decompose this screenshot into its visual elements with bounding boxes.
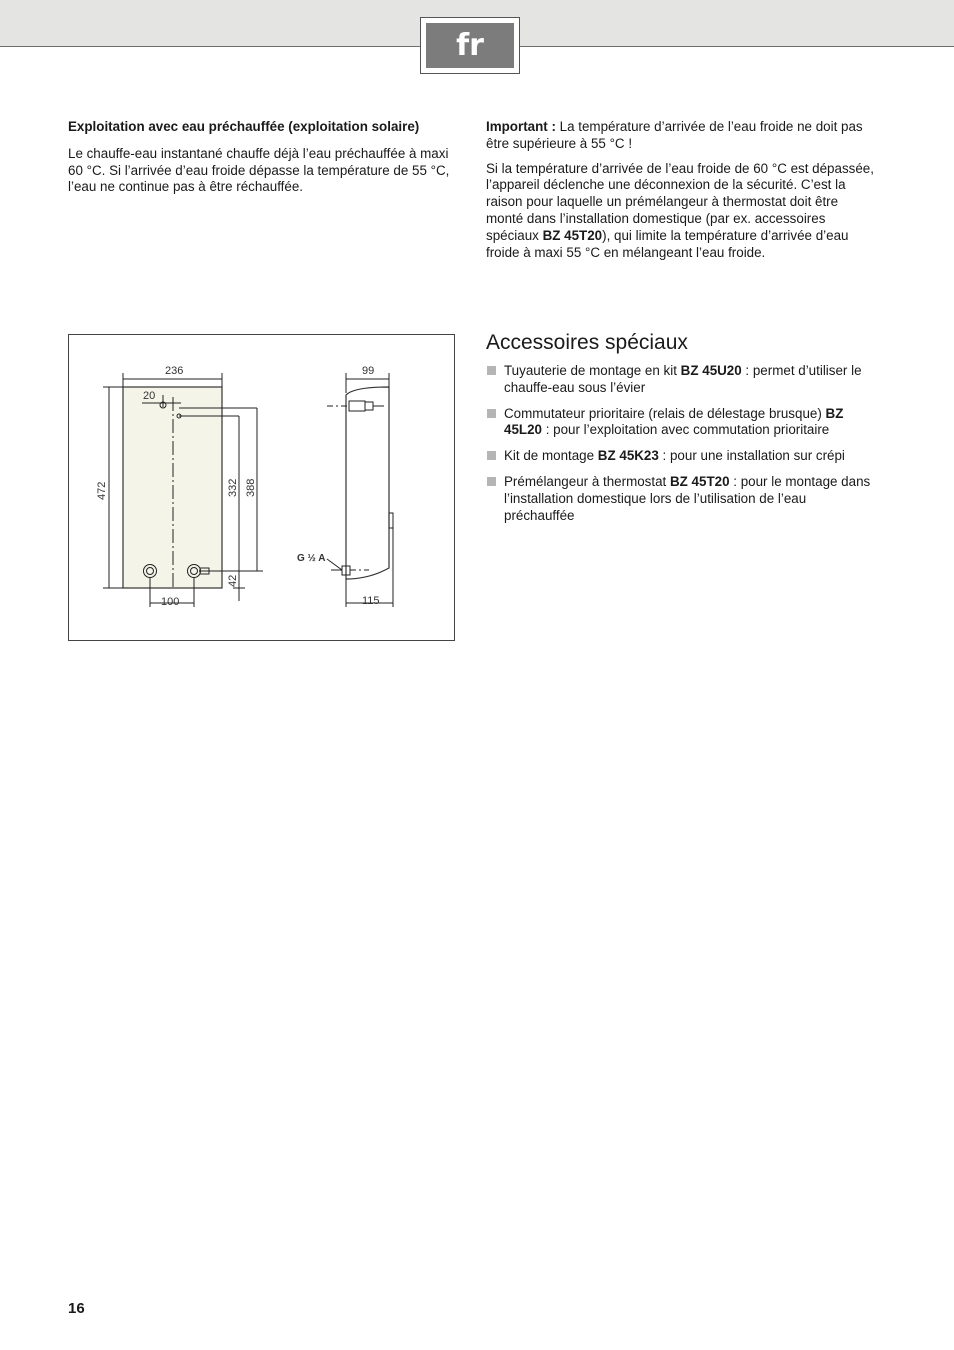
- dim-label-height: 472: [96, 481, 108, 500]
- square-bullet-icon: [487, 477, 496, 486]
- list-item: Tuyauterie de montage en kit BZ 45U20 : permet d’utiliser le chauffe-eau sous l’évier: [486, 363, 878, 397]
- dim-label-42: 42: [227, 574, 239, 587]
- side-view-outline: [346, 387, 389, 579]
- dimension-drawing-svg: [69, 335, 454, 640]
- section-heading-solar: Exploitation avec eau préchauffée (exploitation solaire): [68, 119, 420, 134]
- important-label: Important :: [486, 119, 556, 134]
- list-item: Prémélangeur à thermostat BZ 45T20 : pour le montage dans l’installation domestique lors de l’utilisation de l’eau préchauffée: [486, 474, 878, 524]
- important-note: [486, 119, 878, 153]
- accessory-code: BZ 45K23: [597, 448, 659, 464]
- dim-label-offset: 20: [143, 390, 156, 402]
- accessories-list: [486, 363, 878, 533]
- accessory-code: BZ 45L20: [504, 405, 844, 438]
- dim-label-width: 236: [165, 365, 184, 377]
- safety-text-start: Si la température d’arrivée de l’eau froide de 60 °C est dépassée, l’appareil déclenche une déconnexion de la sécurité. C’est la raison pour laquelle un prémélangeur à thermostat doit être monté dans l’installation domestique (par ex. accessoires spéciaux: [486, 160, 874, 243]
- accessory-code: BZ 45T20: [669, 473, 730, 489]
- left-column: [68, 119, 454, 204]
- dimension-drawing: [68, 334, 455, 641]
- language-code: fr: [426, 23, 514, 68]
- safety-accessory-code: BZ 45T20: [542, 227, 603, 243]
- accessories-title: Accessoires spéciaux: [486, 331, 688, 354]
- list-item: Kit de montage BZ 45K23 : pour une installation sur crépi: [486, 448, 878, 465]
- dim-label-388: 388: [245, 478, 257, 497]
- accessory-code: BZ 45U20: [680, 363, 742, 378]
- solar-paragraph: Le chauffe-eau instantané chauffe déjà l’eau préchauffée à maxi 60 °C. Si l’arrivée d’eau froide dépasse la température de 55 °C, l’eau ne continue pas à être réchauffée.: [68, 145, 450, 195]
- square-bullet-icon: [487, 409, 496, 418]
- square-bullet-icon: [487, 451, 496, 460]
- important-text: La température d’arrivée de l’eau froide ne doit pas être supérieure à 55 °C !: [486, 119, 863, 151]
- safety-paragraph: [486, 161, 878, 262]
- page-number: 16: [68, 1300, 85, 1317]
- dim-label-332: 332: [227, 478, 239, 497]
- thread-label: G ½ A: [297, 553, 326, 564]
- right-column: [486, 119, 878, 269]
- square-bullet-icon: [487, 366, 496, 375]
- dim-label-100: 100: [161, 596, 180, 608]
- dim-label-depth: 99: [362, 365, 375, 377]
- safety-text-end: ), qui limite la température d’arrivée d’eau froide à maxi 55 °C en mélangeant l’eau froide.: [486, 227, 849, 260]
- dim-label-115: 115: [362, 595, 380, 607]
- language-badge: [420, 17, 520, 74]
- list-item: Commutateur prioritaire (relais de délestage brusque) BZ 45L20 : pour l’exploitation avec commutation prioritaire: [486, 406, 878, 440]
